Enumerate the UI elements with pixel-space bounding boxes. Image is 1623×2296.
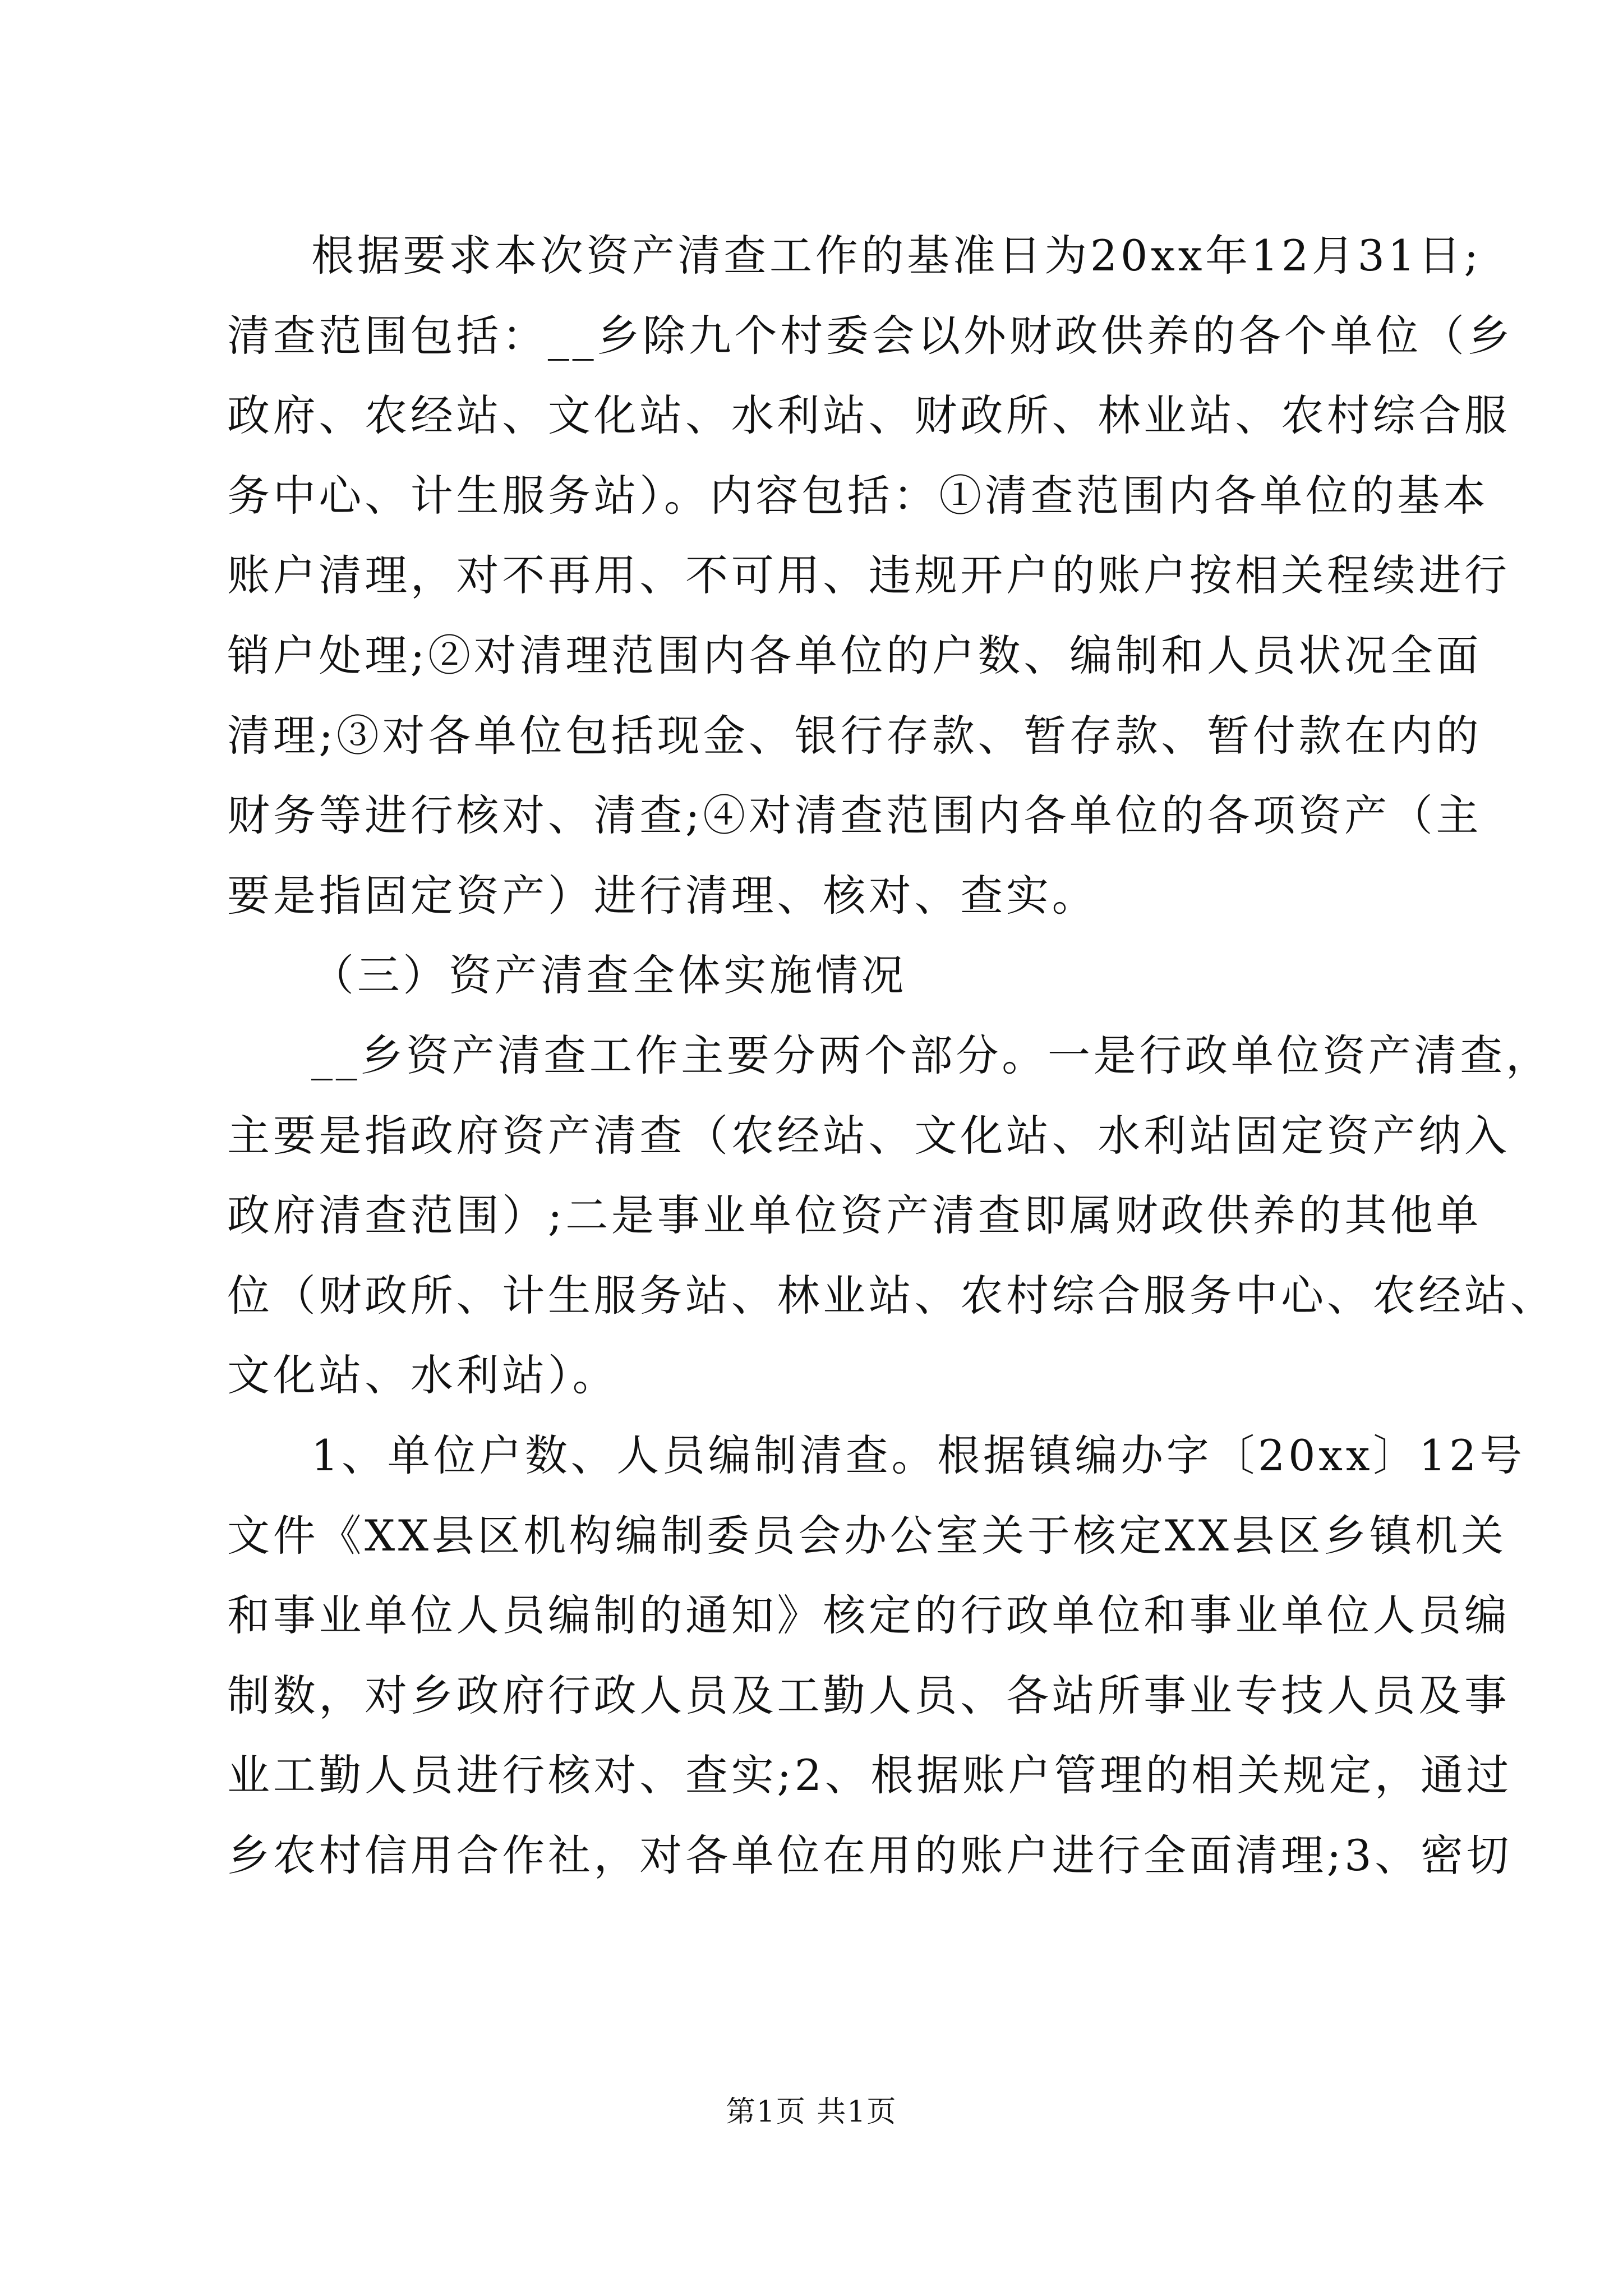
paragraph-1-line-4: 务中心、计生服务站）。内容包括：①清查范围内各单位的基本 bbox=[227, 470, 1489, 521]
paragraph-1-line-1: 根据要求本次资产清查工作的基准日为20xx年12月31日; bbox=[311, 231, 1482, 280]
paragraph-3-line-3: 和事业单位人员编制的通知》核定的行政单位和事业单位人员编 bbox=[227, 1590, 1510, 1641]
paragraph-2-line-4: 位（财政所、计生服务站、林业站、农村综合服务中心、农经站、 bbox=[227, 1270, 1556, 1320]
document-body bbox=[227, 216, 1556, 1895]
paragraph-2-line-2: 主要是指政府资产清查（农经站、文化站、水利站固定资产纳入 bbox=[227, 1110, 1510, 1161]
paragraph-2-line-1: __乡资产清查工作主要分两个部分。一是行政单位资产清查， bbox=[311, 1030, 1552, 1080]
paragraph-1-line-8: 财务等进行核对、清查;④对清查范围内各单位的各项资产（主 bbox=[227, 790, 1482, 841]
paragraph-3-line-1: 1、单位户数、人员编制清查。根据镇编办字〔20xx〕12号 bbox=[311, 1430, 1525, 1480]
page-footer bbox=[0, 2092, 1623, 2132]
paragraph-3-line-4: 制数，对乡政府行政人员及工勤人员、各站所事业专技人员及事 bbox=[227, 1670, 1510, 1720]
paragraph-3-line-5: 业工勤人员进行核对、查实;2、根据账户管理的相关规定，通过 bbox=[227, 1750, 1513, 1801]
paragraph-1-line-7: 清理;③对各单位包括现金、银行存款、暂存款、暂付款在内的 bbox=[227, 710, 1482, 761]
paragraph-3-line-2: 文件《XX县区机构编制委员会办公室关于核定XX县区乡镇机关 bbox=[227, 1510, 1507, 1561]
section-heading: （三）资产清查全体实施情况 bbox=[311, 950, 907, 1001]
paragraph-2-line-5: 文化站、水利站）。 bbox=[227, 1350, 619, 1401]
page-number-label: 第1页 共1页 bbox=[726, 2095, 897, 2129]
paragraph-3-line-6: 乡农村信用合作社，对各单位在用的账户进行全面清理;3、密切 bbox=[227, 1830, 1513, 1880]
paragraph-1-line-6: 销户处理;②对清理范围内各单位的户数、编制和人员状况全面 bbox=[227, 630, 1482, 680]
paragraph-1-line-2: 清查范围包括：__乡除九个村委会以外财政供养的各个单位（乡 bbox=[227, 310, 1514, 361]
paragraph-1-line-9: 要是指固定资产）进行清理、核对、查实。 bbox=[227, 870, 1098, 921]
paragraph-2-line-3: 政府清查范围）;二是事业单位资产清查即属财政供养的其他单 bbox=[227, 1190, 1482, 1241]
paragraph-1-line-3: 政府、农经站、文化站、水利站、财政所、林业站、农村综合服 bbox=[227, 390, 1510, 441]
paragraph-1-line-5: 账户清理，对不再用、不可用、违规开户的账户按相关程续进行 bbox=[227, 550, 1510, 601]
